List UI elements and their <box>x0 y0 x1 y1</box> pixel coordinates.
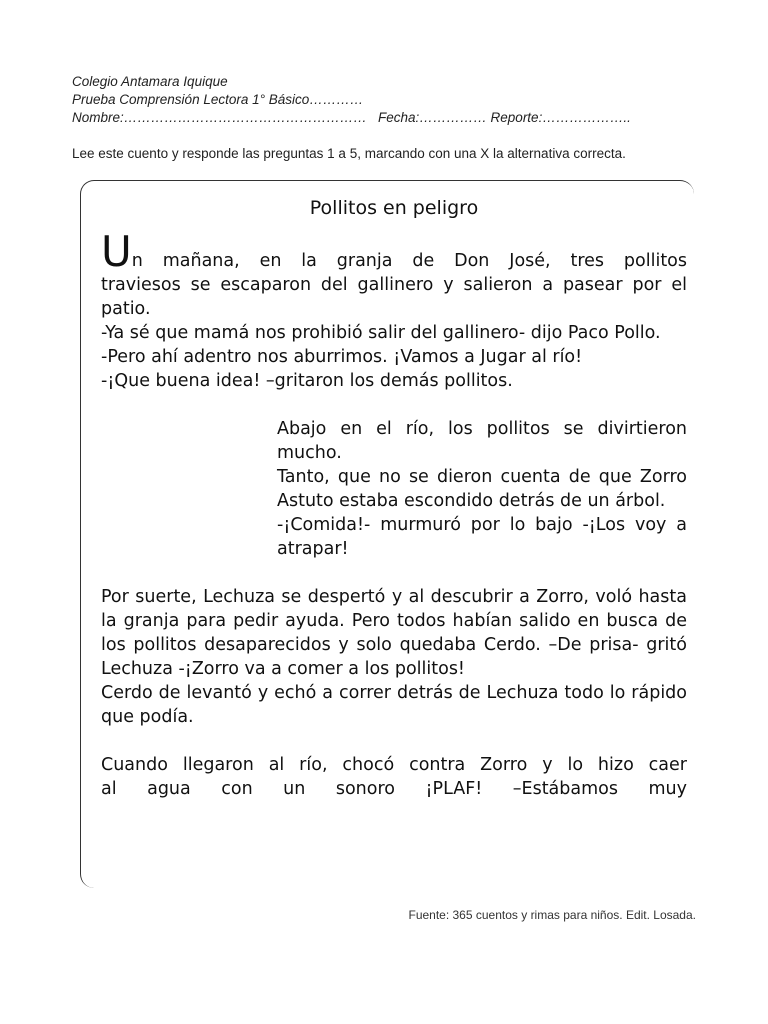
dialog-line-1: -Ya sé que mamá nos prohibió salir del gallinero- dijo Paco Pollo. <box>101 323 661 343</box>
paragraph-5a: Cuando llegaron al río, chocó contra Zorro y lo hizo caer <box>101 755 687 775</box>
story-first-line <box>101 227 687 276</box>
paragraph-1: traviesos se escaparon del gallinero y salieron a pasear por el patio. <box>101 275 687 319</box>
drop-cap: U <box>101 227 132 276</box>
paragraph-2a: Abajo en el río, los pollitos se divirtieron mucho. <box>277 419 687 463</box>
paragraph-gap <box>101 561 687 585</box>
indented-paragraph <box>277 417 687 561</box>
school-name: Colegio Antamara Iquique <box>72 74 228 89</box>
student-fields: Nombre:……………………………………………… Fecha:…………… Reporte:……………….. <box>72 110 631 125</box>
instructions: Lee este cuento y responde las preguntas 1 a 5, marcando con una X la alternativa correcta. <box>72 146 626 161</box>
paragraph-2b: Tanto, que no se dieron cuenta de que Zorro Astuto estaba escondido detrás de un árbol. <box>277 467 687 511</box>
source-citation: Fuente: 365 cuentos y rimas para niños. Edit. Losada. <box>408 908 696 922</box>
test-title: Prueba Comprensión Lectora 1° Básico………… <box>72 92 364 107</box>
paragraph-5b: al agua con un sonoro ¡PLAF! –Estábamos muy <box>101 779 687 799</box>
dialog-line-3: -¡Que buena idea! –gritaron los demás pollitos. <box>101 371 513 391</box>
paragraph-gap <box>101 729 687 753</box>
story <box>101 196 687 801</box>
dialog-line-2: -Pero ahí adentro nos aburrimos. ¡Vamos a Jugar al río! <box>101 347 583 367</box>
paragraph-2c: -¡Comida!- murmuró por lo bajo -¡Los voy a atrapar! <box>277 515 687 559</box>
first-line-text: n mañana, en la granja de Don José, tres pollitos <box>131 251 687 271</box>
paragraph-3: Por suerte, Lechuza se despertó y al descubrir a Zorro, voló hasta la granja para pedir ayuda. Pero todos habían salido en busca de los pollitos desaparecidos y solo quedaba Cerdo. –De prisa- gritó Lechuza -¡Zorro va a comer a los pollitos! <box>101 587 687 679</box>
worksheet-header <box>72 73 631 127</box>
story-title: Pollitos en peligro <box>309 197 479 219</box>
paragraph-4: Cerdo de levantó y echó a correr detrás de Lechuza todo lo rápido que podía. <box>101 683 687 727</box>
